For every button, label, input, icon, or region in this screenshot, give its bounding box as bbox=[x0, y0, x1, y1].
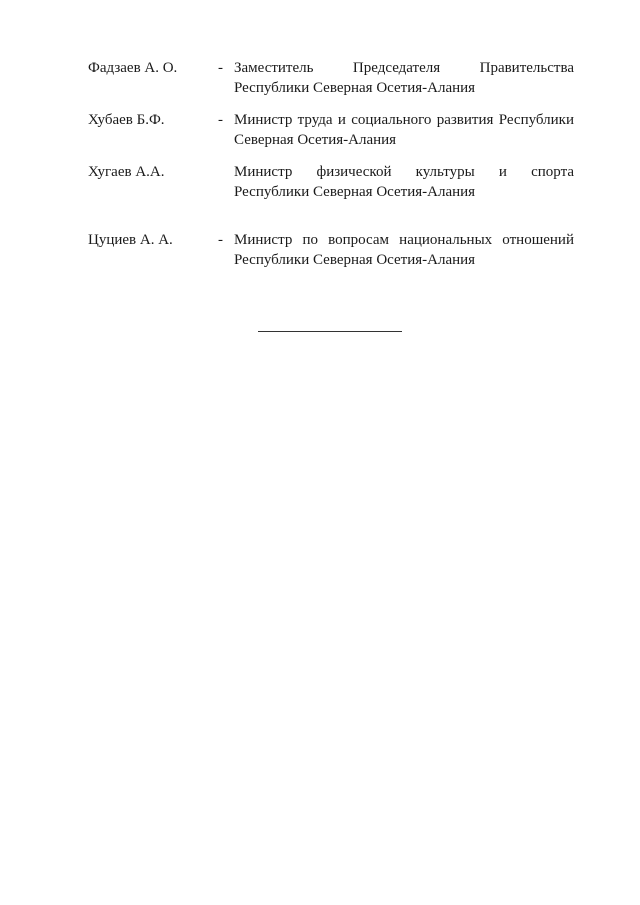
separator-dash: - bbox=[218, 60, 223, 76]
position-line: Республики Северная Осетия-Алания bbox=[234, 80, 476, 96]
position-line: Республики Северная Осетия-Алания bbox=[234, 184, 476, 200]
official-position bbox=[234, 110, 574, 150]
position-line: Республики Северная Осетия-Алания bbox=[234, 252, 476, 268]
official-position bbox=[234, 230, 574, 270]
position-line: Министр труда и социального развития Республики bbox=[234, 112, 574, 128]
official-name: Цуциев А. А. bbox=[88, 232, 173, 248]
official-position bbox=[234, 162, 574, 202]
position-line: Министр по вопросам национальных отношений bbox=[234, 232, 574, 248]
position-line: Министр физической культуры и спорта bbox=[234, 164, 574, 180]
closing-rule bbox=[258, 331, 402, 332]
position-line: Заместитель Председателя Правительства bbox=[234, 60, 574, 76]
position-line: Северная Осетия-Алания bbox=[234, 132, 397, 148]
official-name: Хубаев Б.Ф. bbox=[88, 112, 165, 128]
separator-dash: - bbox=[218, 232, 223, 248]
official-position bbox=[234, 58, 574, 98]
official-name: Хугаев А.А. bbox=[88, 164, 165, 180]
separator-dash: - bbox=[218, 112, 223, 128]
official-name: Фадзаев А. О. bbox=[88, 60, 178, 76]
